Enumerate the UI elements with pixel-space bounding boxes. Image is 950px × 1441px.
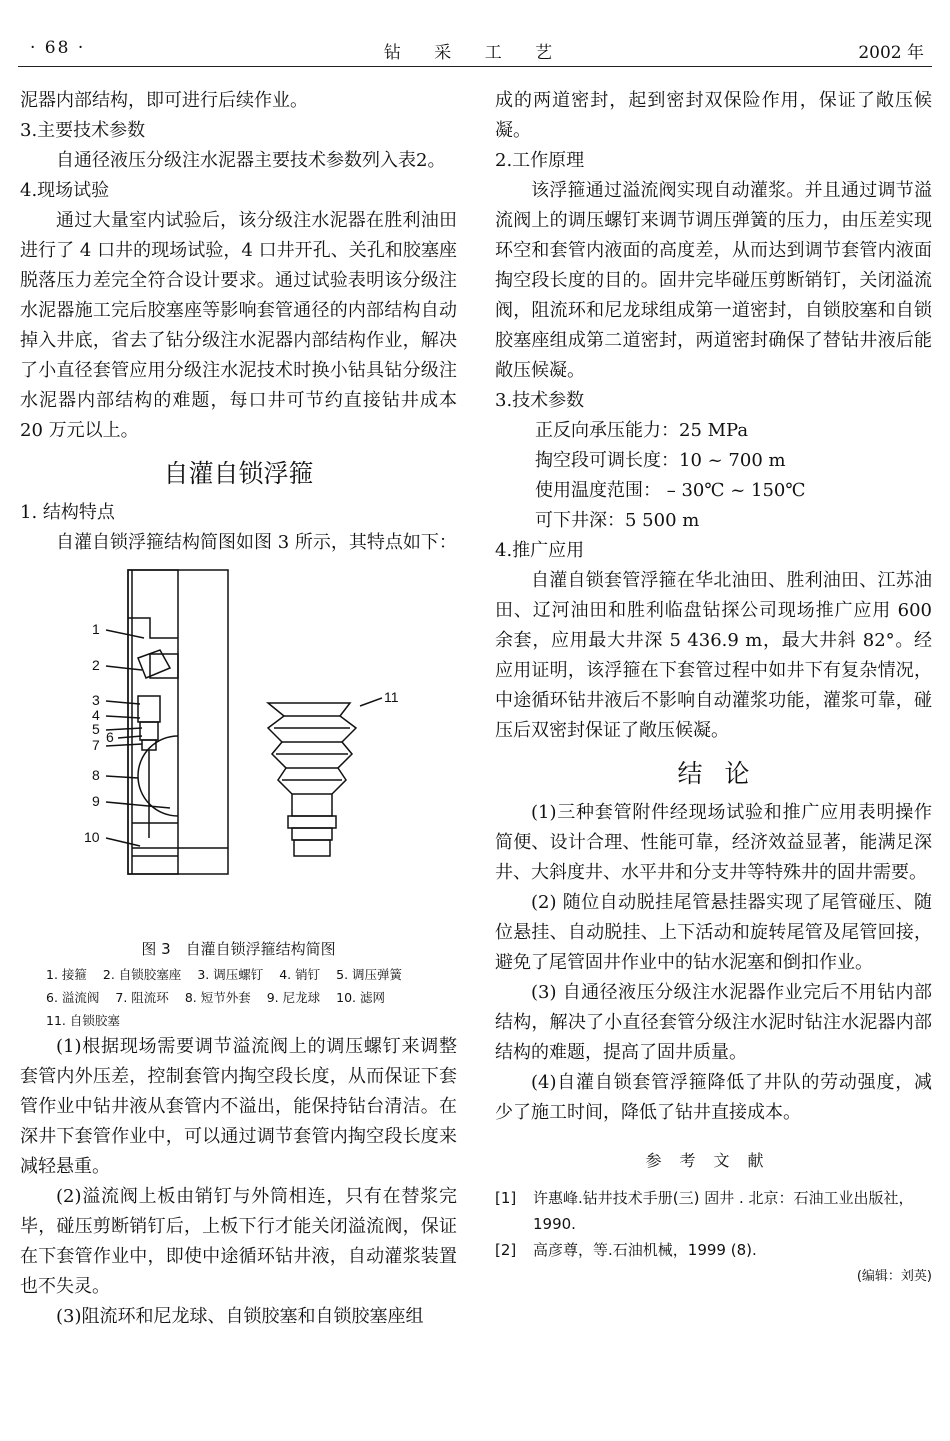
paragraph: 自通径液压分级注水泥器主要技术参数列入表2。	[56, 150, 446, 171]
legend-item: 1. 接箍	[46, 967, 87, 982]
callout-1: 1	[92, 621, 100, 637]
conclusion-title: 结论	[677, 759, 772, 788]
param-item: 正反向承压能力：25 MPa	[535, 420, 749, 441]
figure-3	[20, 558, 457, 933]
callout-3: 3	[92, 692, 100, 708]
left-column	[20, 86, 457, 1332]
paragraph: 通过大量室内试验后，该分级注水泥器在胜利油田进行了 4 口井的现场试验，4 口井开孔、关孔和胶塞座脱落压力差完全符合设计要求。通过试验表明该分级注水泥器施工完后胶塞座等影响套管通径的内部结构自动掉入井底，省去了钻分级注水泥器内部结构作业，解决了小直径套管应用分级注水泥技术时换小钻具钻分级注水泥器内部结构的难题，每口井可节约直接钻井成本 20 万元以上。	[20, 210, 457, 441]
callout-6: 6	[106, 729, 114, 745]
legend-item: 10. 滤网	[336, 990, 385, 1005]
reference-text: 高彦尊，等.石油机械，1999 (8).	[533, 1241, 757, 1259]
references-title: 参考文献	[645, 1151, 782, 1170]
journal-title: 钻 采 工 艺	[383, 43, 567, 63]
callout-4: 4	[92, 707, 100, 723]
paragraph: 自灌自锁浮箍结构简图如图 3 所示，其特点如下：	[56, 532, 457, 553]
legend-item: 11. 自锁胶塞	[46, 1013, 120, 1028]
callout-2: 2	[92, 657, 100, 673]
right-column	[495, 86, 932, 1284]
paragraph: (2) 随位自动脱挂尾管悬挂器实现了尾管碰压、随位悬挂、自动脱挂、上下活动和旋转尾管及尾管回接，避免了尾管固井作业中的钻水泥塞和倒扣作业。	[495, 892, 932, 973]
subsection-heading: 2.工作原理	[495, 150, 585, 171]
callout-9: 9	[92, 793, 100, 809]
legend-item: 7. 阻流环	[115, 990, 169, 1005]
editor-note: (编辑：刘英)	[856, 1269, 932, 1284]
paragraph: (1)根据现场需要调节溢流阀上的调压螺钉来调整套管内外压差，控制套管内掏空段长度，从而保证下套管作业中钻井液从套管内不溢出，能保持钻台清洁。在深井下套管作业中，可以通过调节套管内掏空段长度来减轻悬重。	[20, 1036, 457, 1177]
reference-item	[495, 1185, 932, 1237]
subsection-heading: 4.现场试验	[20, 180, 110, 201]
legend-item: 9. 尼龙球	[266, 990, 321, 1005]
paragraph: 泥器内部结构，即可进行后续作业。	[20, 90, 308, 111]
subsection-heading: 1. 结构特点	[20, 502, 115, 523]
page-header	[18, 30, 932, 67]
paragraph: 自灌自锁套管浮箍在华北油田、胜利油田、江苏油田、辽河油田和胜利临盘钻探公司现场推广应用 600 余套，应用最大井深 5 436.9 m，最大井斜 82°。经应用证明，该浮箍在下套管过程中如井下有复杂情况，中途循环钻井液后不影响自动灌浆功能，灌浆可靠，碰压后双密封保证了敞压候凝。	[495, 570, 932, 741]
paragraph: (4)自灌自锁套管浮箍降低了井队的劳动强度，减少了施工时间，降低了钻井直接成本。	[495, 1072, 932, 1123]
paragraph: (3) 自通径液压分级注水泥器作业完后不用钻内部结构，解决了小直径套管分级注水泥时钻注水泥器内部结构的难题，提高了固井质量。	[495, 982, 932, 1063]
year-label: 2002 年	[858, 43, 924, 63]
reference-text: 许惠峰.钻井技术手册(三) 固井 . 北京：石油工业出版社，1990.	[533, 1189, 914, 1233]
reference-number: [2]	[495, 1241, 517, 1259]
paragraph: (1)三种套管附件经现场试验和推广应用表明操作简便、设计合理、性能可靠，经济效益显著，能满足深井、大斜度井、水平井和分支井等特殊井的固井需要。	[495, 802, 932, 883]
param-item: 掏空段可调长度：10 ~ 700 m	[535, 450, 786, 471]
subsection-heading: 3.主要技术参数	[20, 120, 146, 141]
figure-caption: 图 3 自灌自锁浮箍结构简图	[141, 940, 336, 958]
callout-11: 11	[384, 689, 399, 705]
paragraph: (3)阻流环和尼龙球、自锁胶塞和自锁胶塞座组	[56, 1306, 424, 1327]
legend-item: 2. 自锁胶塞座	[102, 967, 182, 982]
legend-item: 8. 短节外套	[184, 990, 251, 1005]
legend-item: 6. 溢流阀	[46, 990, 100, 1005]
reference-item	[495, 1237, 932, 1263]
paragraph: (2)溢流阀上板由销钉与外筒相连，只有在替浆完毕，碰压剪断销钉后，上板下行才能关闭溢流阀，保证在下套管作业中，即使中途循环钻井液，自动灌浆装置也不失灵。	[20, 1186, 457, 1297]
callout-7: 7	[92, 737, 100, 753]
legend-item: 3. 调压螺钉	[197, 967, 264, 982]
figure-legend	[20, 963, 457, 1032]
callout-5: 5	[92, 721, 100, 737]
page-number: · 68 ·	[30, 38, 86, 58]
param-item: 使用温度范围： – 30℃ ~ 150℃	[535, 480, 806, 501]
legend-item: 5. 调压弹簧	[336, 967, 403, 982]
callout-8: 8	[92, 767, 100, 783]
float-collar-diagram	[20, 558, 457, 933]
callout-10: 10	[84, 829, 100, 845]
subsection-heading: 4.推广应用	[495, 540, 585, 561]
subsection-heading: 3.技术参数	[495, 390, 585, 411]
param-item: 可下井深：5 500 m	[535, 510, 700, 531]
paragraph: 成的两道密封，起到密封双保险作用，保证了敞压候凝。	[495, 90, 932, 141]
legend-item: 4. 销钉	[279, 967, 321, 982]
reference-number: [1]	[495, 1189, 517, 1207]
section-title: 自灌自锁浮箍	[163, 459, 314, 488]
paragraph: 该浮箍通过溢流阀实现自动灌浆。并且通过调节溢流阀上的调压螺钉来调节调压弹簧的压力，由压差实现环空和套管内液面的高度差，从而达到调节套管内液面掏空段长度的目的。固井完毕碰压剪断销钉，关闭溢流阀，阻流环和尼龙球组成第一道密封，自锁胶塞和自锁胶塞座组成第二道密封，两道密封确保了替钻井液后能敞压候凝。	[495, 180, 932, 381]
